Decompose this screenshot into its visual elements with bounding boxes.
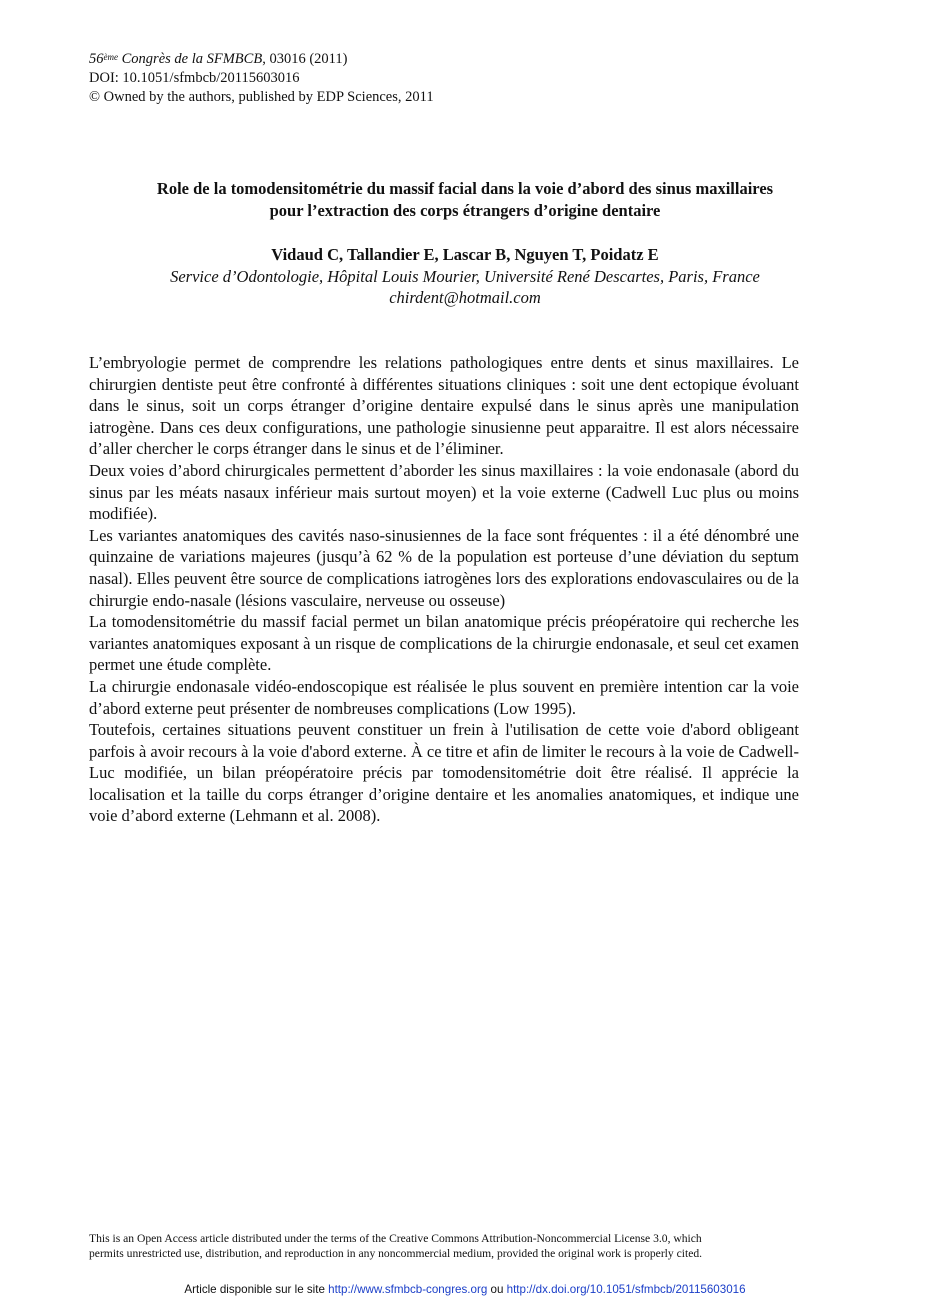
license-notice [89,1231,801,1261]
edition-number: 56 [89,51,104,67]
paragraph: Les variantes anatomiques des cavités naso-sinusiennes de la face sont fréquentes : il a été dénombré une quinzaine de variations majeures (jusqu’à 62 % de la population est porteuse d’une déviation du septum nasal). Elles peuvent être source de complications iatrogènes lors des explorations endovasculaires ou de la chirurgie endo-nasale (lésions vasculaire, nerveuse ou osseuse) [89,525,799,610]
doi-line: DOI: 10.1051/sfmbcb/20115603016 [89,70,300,86]
doi-link[interactable]: http://dx.doi.org/10.1051/sfmbcb/20115603016 [506,1283,746,1296]
paragraph: La tomodensitométrie du massif facial permet un bilan anatomique précis préopératoire qui recherche les variantes anatomiques exposant à un risque de complications de la chirurgie endonasale, et seul cet examen permet une étude complète. [89,612,799,675]
article-title [60,178,870,222]
page-header [89,50,434,107]
congress-site-link[interactable]: http://www.sfmbcb-congres.org [328,1283,488,1296]
availability-footer [0,1283,930,1297]
paragraph: La chirurgie endonasale vidéo-endoscopique est réalisée le plus souvent en première intention car la voie d’abord externe peut présenter de nombreuses complications (Low 1995). [89,676,799,718]
license-line-2: permits unrestricted use, distribution, and reproduction in any noncommercial medium, provided the original work is properly cited. [89,1247,703,1260]
congress-ref: , 03016 (2011) [262,51,348,67]
abstract-body [89,352,799,827]
copyright-line: © Owned by the authors, published by EDP Sciences, 2011 [89,89,434,105]
congress-name: Congrès de la SFMBCB [118,51,263,67]
license-line-1: This is an Open Access article distributed under the terms of the Creative Commons Attribution-Noncommercial License 3.0, which [89,1232,702,1245]
email: chirdent@hotmail.com [389,288,541,307]
footer-middle: ou [487,1283,507,1296]
paragraph: Toutefois, certaines situations peuvent constituer un frein à l'utilisation de cette voie d'abord obligeant parfois à avoir recours à la voie d'abord externe. À ce titre et afin de limiter le recours à la voie de Cadwell-Luc modifiée, un bilan préopératoire précis par tomodensitométrie doit être réalisé. Il apprécie la localisation et la taille du corps étranger d’origine dentaire et les anomalies anatomiques, et indique une voie d’abord externe (Lehmann et al. 2008). [89,720,799,826]
author-list: Vidaud C, Tallandier E, Lascar B, Nguyen T, Poidatz E [271,245,659,264]
title-line-2: pour l’extraction des corps étrangers d’origine dentaire [269,201,661,220]
footer-prefix: Article disponible sur le site [184,1283,329,1296]
affiliation-block [60,266,870,308]
paragraph: Deux voies d’abord chirurgicales permettent d’aborder les sinus maxillaires : la voie endonasale (abord du sinus par les méats nasaux inférieur mais surtout moyen) et la voie externe (Cadwell Luc plus ou moins modifiée). [89,460,799,524]
paragraph: L’embryologie permet de comprendre les relations pathologiques entre dents et sinus maxillaires. Le chirurgien dentiste peut être confronté à différentes situations cliniques : soit une dent ectopique évoluant dans le sinus, soit un corps étranger d’origine dentaire expulsé dans le sinus après une manipulation iatrogène. Dans ces deux configurations, une pathologie sinusienne peut apparaitre. Il est alors nécessaire d’aller chercher le corps étranger dans le sinus et de l’éliminer. [89,353,799,459]
edition-suffix: ème [103,52,118,62]
congress-citation [89,50,434,69]
title-line-1: Role de la tomodensitométrie du massif facial dans la voie d’abord des sinus maxillaires [156,179,774,198]
affiliation: Service d’Odontologie, Hôpital Louis Mourier, Université René Descartes, Paris, France [170,267,760,286]
